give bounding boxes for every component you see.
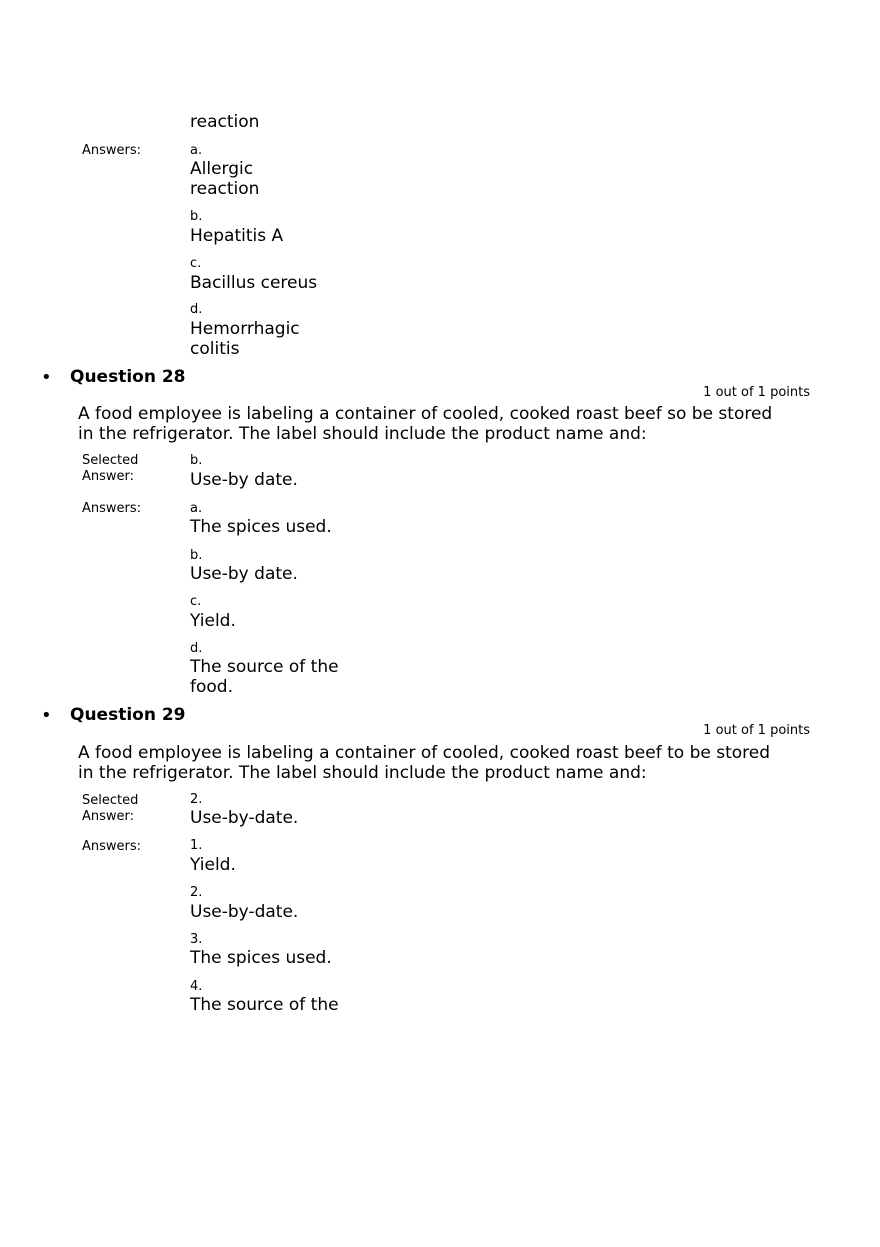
q27-answer-b-text: Hepatitis A	[190, 226, 284, 246]
q28-answer-d-letter: d.	[190, 641, 203, 656]
q28-selected-label: Selected Answer:	[82, 453, 139, 484]
q27-answers-label: Answers:	[82, 143, 142, 158]
q29-answer-3-letter: 3.	[190, 932, 203, 947]
q27-answer-c-letter: c.	[190, 256, 202, 271]
q29-answer-1-letter: 1.	[190, 838, 203, 853]
q28-question-text: A food employee is labeling a container of cooled, cooked roast beef so be stored in the refrigerator. The label should include the product name and:	[78, 404, 773, 444]
q29-title: Question 29	[70, 705, 186, 725]
q29-points: 1 out of 1 points	[703, 723, 810, 738]
q29-bullet: •	[41, 705, 52, 726]
q28-selected-letter: b.	[190, 453, 203, 468]
q29-selected-text: Use-by-date.	[190, 808, 299, 828]
q28-selected-text: Use-by date.	[190, 470, 298, 490]
q29-answers-label: Answers:	[82, 839, 142, 854]
q29-answer-4-text: The source of the	[190, 995, 339, 1015]
q29-answer-2-letter: 2.	[190, 885, 203, 900]
q27-answer-d-text: Hemorrhagic colitis	[190, 319, 300, 359]
q28-answer-c-text: Yield.	[190, 611, 236, 631]
q28-answer-a-letter: a.	[190, 501, 203, 516]
q27-answer-b-letter: b.	[190, 209, 203, 224]
q28-answer-b-letter: b.	[190, 548, 203, 563]
q27-answer-a-letter: a.	[190, 143, 203, 158]
q28-answer-b-text: Use-by date.	[190, 564, 298, 584]
q27-answer-a-text: Allergic reaction	[190, 159, 260, 199]
q29-answer-4-letter: 4.	[190, 979, 203, 994]
q28-bullet: •	[41, 367, 52, 388]
q28-title: Question 28	[70, 367, 186, 387]
q29-answer-1-text: Yield.	[190, 855, 236, 875]
q28-answer-d-text: The source of the food.	[190, 657, 339, 697]
q29-answer-2-text: Use-by-date.	[190, 902, 299, 922]
q28-points: 1 out of 1 points	[703, 385, 810, 400]
q29-question-text: A food employee is labeling a container of cooled, cooked roast beef to be stored in the refrigerator. The label should include the product name and:	[78, 743, 771, 783]
q28-answer-c-letter: c.	[190, 594, 202, 609]
q28-answers-label: Answers:	[82, 501, 142, 516]
q29-selected-label: Selected Answer:	[82, 793, 139, 824]
q29-answer-3-text: The spices used.	[190, 948, 332, 968]
q29-selected-letter: 2.	[190, 792, 203, 807]
q27-answer-c-text: Bacillus cereus	[190, 273, 318, 293]
q28-answer-a-text: The spices used.	[190, 517, 332, 537]
q27-answer-continuation: reaction	[190, 112, 260, 132]
q27-answer-d-letter: d.	[190, 302, 203, 317]
